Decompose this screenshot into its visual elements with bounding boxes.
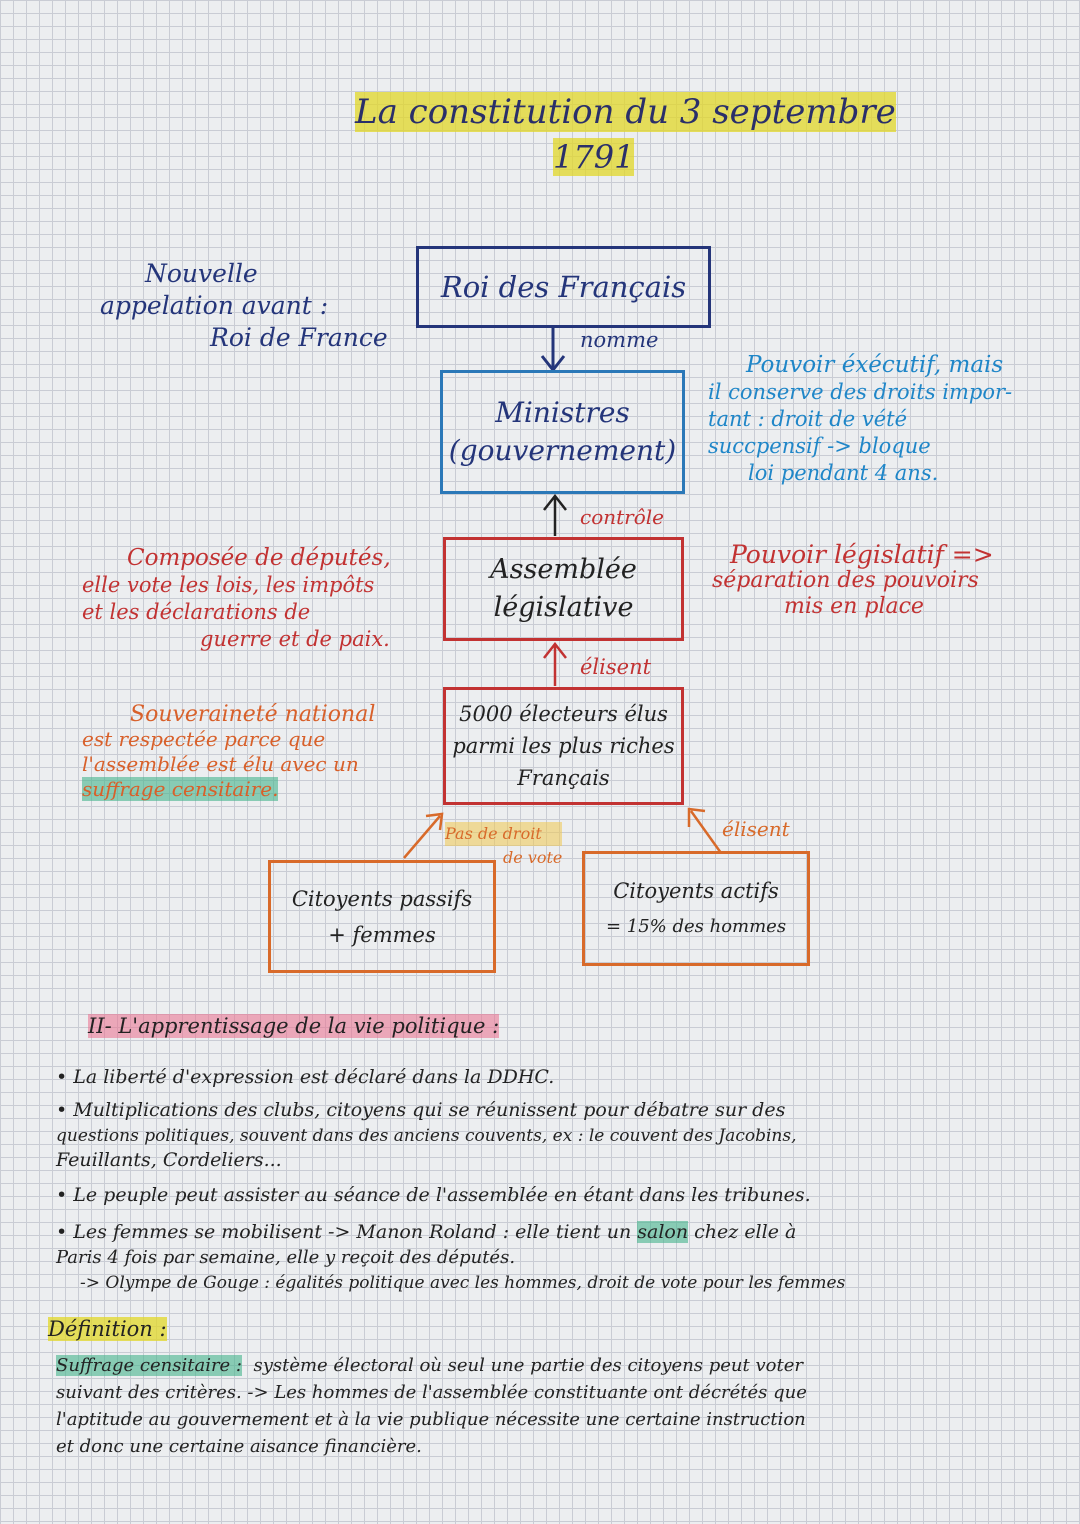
legislatif-line: mis en place	[784, 594, 924, 619]
title-year	[553, 138, 634, 176]
assemblee-note	[82, 545, 391, 653]
definition-label-text: Définition :	[48, 1317, 167, 1341]
actifs-box	[582, 851, 810, 966]
executif-line: loi pendant 4 ans.	[748, 461, 939, 485]
list-item-text: chez elle à	[694, 1221, 797, 1243]
arrow-down-icon	[538, 326, 568, 374]
pas-droit-line: Pas de droit	[445, 822, 562, 846]
passifs-box	[268, 860, 496, 973]
ministres-box	[440, 370, 685, 494]
definition-line: l'aptitude au gouvernement et à la vie publique nécessite une certaine instruction	[56, 1409, 806, 1430]
arrow-up-icon	[540, 642, 570, 688]
list-item-text: Le peuple peut assister au séance de l'assemblée en étant dans les tribunes.	[73, 1184, 811, 1206]
legislatif-note	[712, 542, 994, 620]
pas-droit-line: de vote	[503, 848, 563, 867]
list-item-cont: questions politiques, souvent dans des anciens couvents, ex : le couvent des Jacobins,	[56, 1126, 797, 1146]
roi-label: Roi des Français	[440, 270, 687, 304]
definition-line: et donc une certaine aisance financière.	[56, 1436, 422, 1457]
page-title	[355, 92, 896, 132]
list-item: • La liberté d'expression est déclaré dans la DDHC.	[56, 1066, 555, 1088]
list-item: • Les femmes se mobilisent -> Manon Roland : elle tient un salon chez elle à	[56, 1221, 797, 1243]
section-heading	[88, 1014, 499, 1038]
salon-highlight: salon	[637, 1221, 689, 1243]
assemblee-note-line: elle vote les lois, les impôts	[82, 573, 375, 597]
actifs-sub: = 15% des hommes	[605, 915, 787, 937]
electeurs-line: 5000 électeurs élus	[459, 702, 668, 726]
passifs-sub: + femmes	[328, 922, 436, 947]
list-item-text: Multiplications des clubs, citoyens qui se réunissent pour débatre sur des	[73, 1099, 786, 1121]
list-item-cont: Feuillants, Cordeliers...	[56, 1149, 282, 1171]
roi-box	[416, 246, 711, 328]
definition-label	[48, 1317, 167, 1341]
actifs-label: Citoyents actifs	[613, 878, 779, 903]
ministres-sub: (gouvernement)	[448, 434, 677, 467]
executif-note	[708, 352, 1012, 487]
list-item-text: Les femmes se mobilisent -> Manon Roland : elle tient un	[73, 1221, 632, 1243]
souverainete-line: est respectée parce que	[82, 727, 326, 751]
assemblee-sub: législative	[493, 592, 634, 623]
list-item: • Le peuple peut assister au séance de l'assemblée en étant dans les tribunes.	[56, 1184, 811, 1206]
electeurs-box	[443, 687, 684, 805]
passifs-label: Citoyents passifs	[291, 886, 473, 911]
arrow-diagonal-icon	[683, 805, 727, 855]
list-item-cont: Paris 4 fois par semaine, elle y reçoit des députés.	[56, 1247, 516, 1268]
assemblee-note-line: guerre et de paix.	[200, 627, 390, 651]
controle-label: contrôle	[580, 505, 664, 529]
list-item-text: La liberté d'expression est déclaré dans la DDHC.	[73, 1066, 555, 1088]
definition-block	[56, 1352, 807, 1460]
legislatif-line: Pouvoir législatif =>	[730, 540, 994, 569]
executif-line: tant : droit de vété	[708, 407, 908, 431]
roi-note-line: Nouvelle	[145, 259, 258, 288]
assemblee-label: Assemblée	[490, 554, 637, 585]
assemblee-note-line: et les déclarations de	[82, 600, 311, 624]
assemblee-note-line: Composée de députés,	[127, 545, 391, 571]
executif-line: il conserve des droits impor-	[708, 380, 1013, 404]
souverainete-line: Souveraineté national	[130, 702, 376, 727]
definition-text: système électoral où seul une partie des citoyens peut voter	[253, 1355, 803, 1376]
suffrage-highlight: suffrage censitaire.	[82, 777, 279, 801]
list-item: • Multiplications des clubs, citoyens qui se réunissent pour débatre sur des	[56, 1099, 786, 1121]
title-line-1: La constitution du 3 septembre	[355, 92, 896, 132]
executif-line: succpensif -> bloque	[708, 434, 931, 458]
souverainete-line	[82, 777, 375, 802]
section-heading-text: II- L'apprentissage de la vie politique :	[88, 1014, 500, 1038]
title-year-text: 1791	[553, 138, 635, 176]
electeurs-line: parmi les plus riches	[452, 734, 675, 758]
souverainete-note	[82, 702, 375, 802]
definition-line	[56, 1352, 807, 1379]
elisent-label: élisent	[580, 655, 652, 679]
arrow-up-icon	[540, 494, 570, 538]
bullet-list	[56, 1064, 845, 1296]
arrow-diagonal-icon	[400, 808, 450, 860]
roi-note-line: Roi de France	[210, 323, 388, 352]
roi-note	[100, 258, 388, 354]
ministres-label: Ministres	[495, 396, 630, 429]
nomme-label: nomme	[580, 328, 659, 352]
souverainete-line: l'assemblée est élu avec un	[82, 752, 359, 776]
assemblee-box	[443, 537, 684, 641]
electeurs-line: Français	[517, 766, 610, 790]
legislatif-line: séparation des pouvoirs	[712, 568, 979, 593]
roi-note-line: appelation avant :	[100, 291, 329, 320]
definition-line: suivant des critères. -> Les hommes de l'assemblée constituante ont décrétés que	[56, 1382, 807, 1403]
elisent-label-2: élisent	[722, 817, 790, 841]
definition-term: Suffrage censitaire :	[56, 1355, 242, 1376]
list-item-cont: -> Olympe de Gouge : égalités politique avec les hommes, droit de vote pour les femmes	[80, 1273, 846, 1293]
executif-line: Pouvoir éxécutif, mais	[746, 352, 1004, 378]
